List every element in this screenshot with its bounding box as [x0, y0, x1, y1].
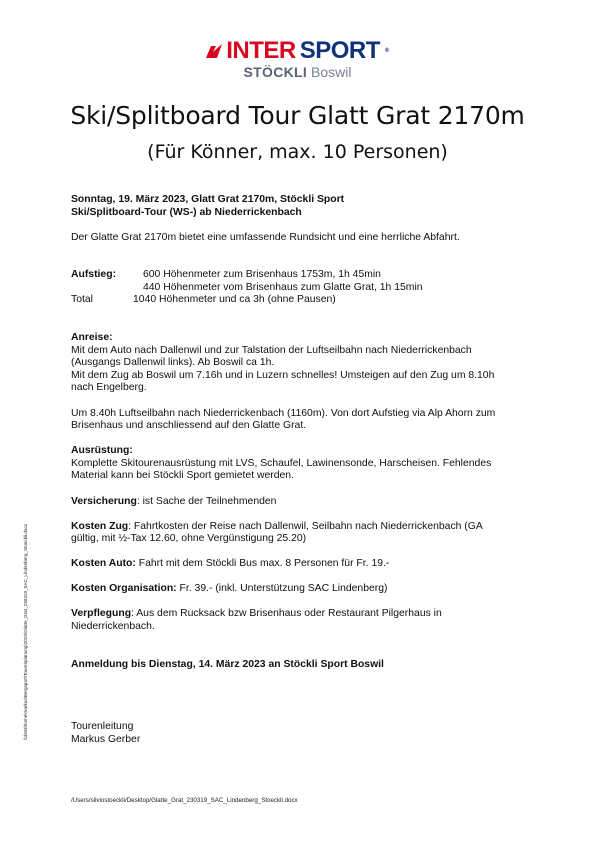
anmeldung-line: Anmeldung bis Dienstag, 14. März 2023 an Stöckli Sport Boswil	[71, 658, 384, 670]
aufstieg-row-2	[71, 282, 531, 295]
intersport-arrow-icon	[206, 44, 222, 58]
versicherung-line	[71, 496, 531, 509]
kosten-zug-label: Kosten Zug	[71, 520, 129, 532]
aufstieg-row-1	[71, 269, 531, 282]
kosten-org-text: Fr. 39.- (inkl. Unterstützung SAC Lindenberg)	[176, 583, 388, 595]
total-value: 1040 Höhenmeter und ca 3h (ohne Pausen)	[133, 294, 336, 306]
kosten-auto-label: Kosten Auto:	[71, 558, 136, 570]
aufstieg-total-row	[71, 294, 531, 307]
logo-subtitle	[0, 64, 595, 80]
versicherung-label: Versicherung	[71, 495, 137, 507]
anreise-heading: Anreise:	[71, 332, 113, 344]
side-file-path: \\ds93\home\markus\Bergsport\Tourenplanung\2023\Glatte_Grat_230319_SAC_Lindenberg_Stoeckli.docx	[23, 523, 28, 740]
tourenleitung-name: Markus Gerber	[71, 733, 141, 745]
event-description: Der Glatte Grat 2170m bietet eine umfassende Rundsicht und eine herrliche Abfahrt.	[71, 231, 460, 243]
anreise-line: nach Engelberg.	[71, 382, 147, 394]
logo-stockli: STÖCKLI	[243, 64, 308, 80]
anreise-line: Mit dem Zug ab Boswil um 7.16h und in Luzern schnelles! Umsteigen auf den Zug um 8.10h	[71, 369, 495, 381]
ausruestung-line: Komplette Skitourenausrüstung mit LVS, Schaufel, Lawinensonde, Harscheisen. Fehlendes	[71, 457, 492, 469]
page-title: Ski/Splitboard Tour Glatt Grat 2170m	[70, 101, 525, 130]
verpflegung-line	[71, 608, 531, 621]
event-type-line: Ski/Splitboard-Tour (WS-) ab Niederrickenbach	[71, 206, 302, 218]
aufstieg-label: Aufstieg:	[71, 269, 117, 281]
logo-wordmark	[206, 38, 389, 64]
kosten-zug-line-2: gültig, mit ½-Tax 12.60, ohne Vergünstigung 25.20)	[71, 533, 307, 545]
logo-registered: ®	[384, 48, 389, 54]
logo-boswil: Boswil	[310, 64, 352, 80]
verpflegung-text: : Aus dem Rucksack bzw Brisenhaus oder Restaurant Pilgerhaus in	[131, 608, 442, 620]
footer-file-path: /Users/silviostoeckli/Desktop/Glatte_Grat_230319_SAC_Lindenberg_Stoeckli.docx	[71, 797, 298, 804]
anreise-line: Brisenhaus und anschliessend auf den Glatte Grat.	[71, 420, 307, 432]
aufstieg-line-2: 440 Höhenmeter vom Brisenhaus zum Glatte Grat, 1h 15min	[143, 281, 423, 293]
document-body	[71, 194, 531, 746]
ausruestung-heading: Ausrüstung:	[71, 445, 133, 457]
ausruestung-line: Material kann bei Stöckli Sport gemietet werden.	[71, 470, 294, 482]
anreise-line: (Ausgangs Dallenwil links). Ab Boswil ca 1h.	[71, 357, 275, 369]
tourenleitung-label: Tourenleitung	[71, 721, 134, 733]
logo-sport: SPORT	[299, 37, 380, 64]
verpflegung-line-2: Niederrickenbach.	[71, 621, 155, 633]
anreise-line: Mit dem Auto nach Dallenwil und zur Talstation der Luftseilbahn nach Niederrickenbach	[71, 344, 472, 356]
total-label: Total	[71, 294, 93, 306]
kosten-org-label: Kosten Organisation:	[71, 583, 177, 595]
kosten-org-line	[71, 583, 531, 596]
versicherung-text: : ist Sache der Teilnehmenden	[136, 495, 277, 507]
aufstieg-line-1: 600 Höhenmeter zum Brisenhaus 1753m, 1h 45min	[143, 269, 381, 281]
anreise-line: Um 8.40h Luftseilbahn nach Niederrickenbach (1160m). Von dort Aufstieg via Alp Ahorn zum	[71, 407, 496, 419]
page-subtitle: (Für Könner, max. 10 Personen)	[147, 141, 448, 163]
kosten-auto-text: Fahrt mit dem Stöckli Bus max. 8 Personen für Fr. 19.-	[135, 558, 390, 570]
event-date-line: Sonntag, 19. März 2023, Glatt Grat 2170m, Stöckli Sport	[71, 194, 345, 205]
verpflegung-label: Verpflegung	[71, 608, 132, 620]
kosten-zug-text: : Fahrtkosten der Reise nach Dallenwil, Seilbahn nach Niederrickenbach (GA	[128, 520, 483, 532]
logo-inter: INTER	[226, 37, 296, 64]
kosten-auto-line	[71, 558, 531, 571]
kosten-zug-line	[71, 521, 531, 534]
intersport-logo	[0, 38, 595, 80]
